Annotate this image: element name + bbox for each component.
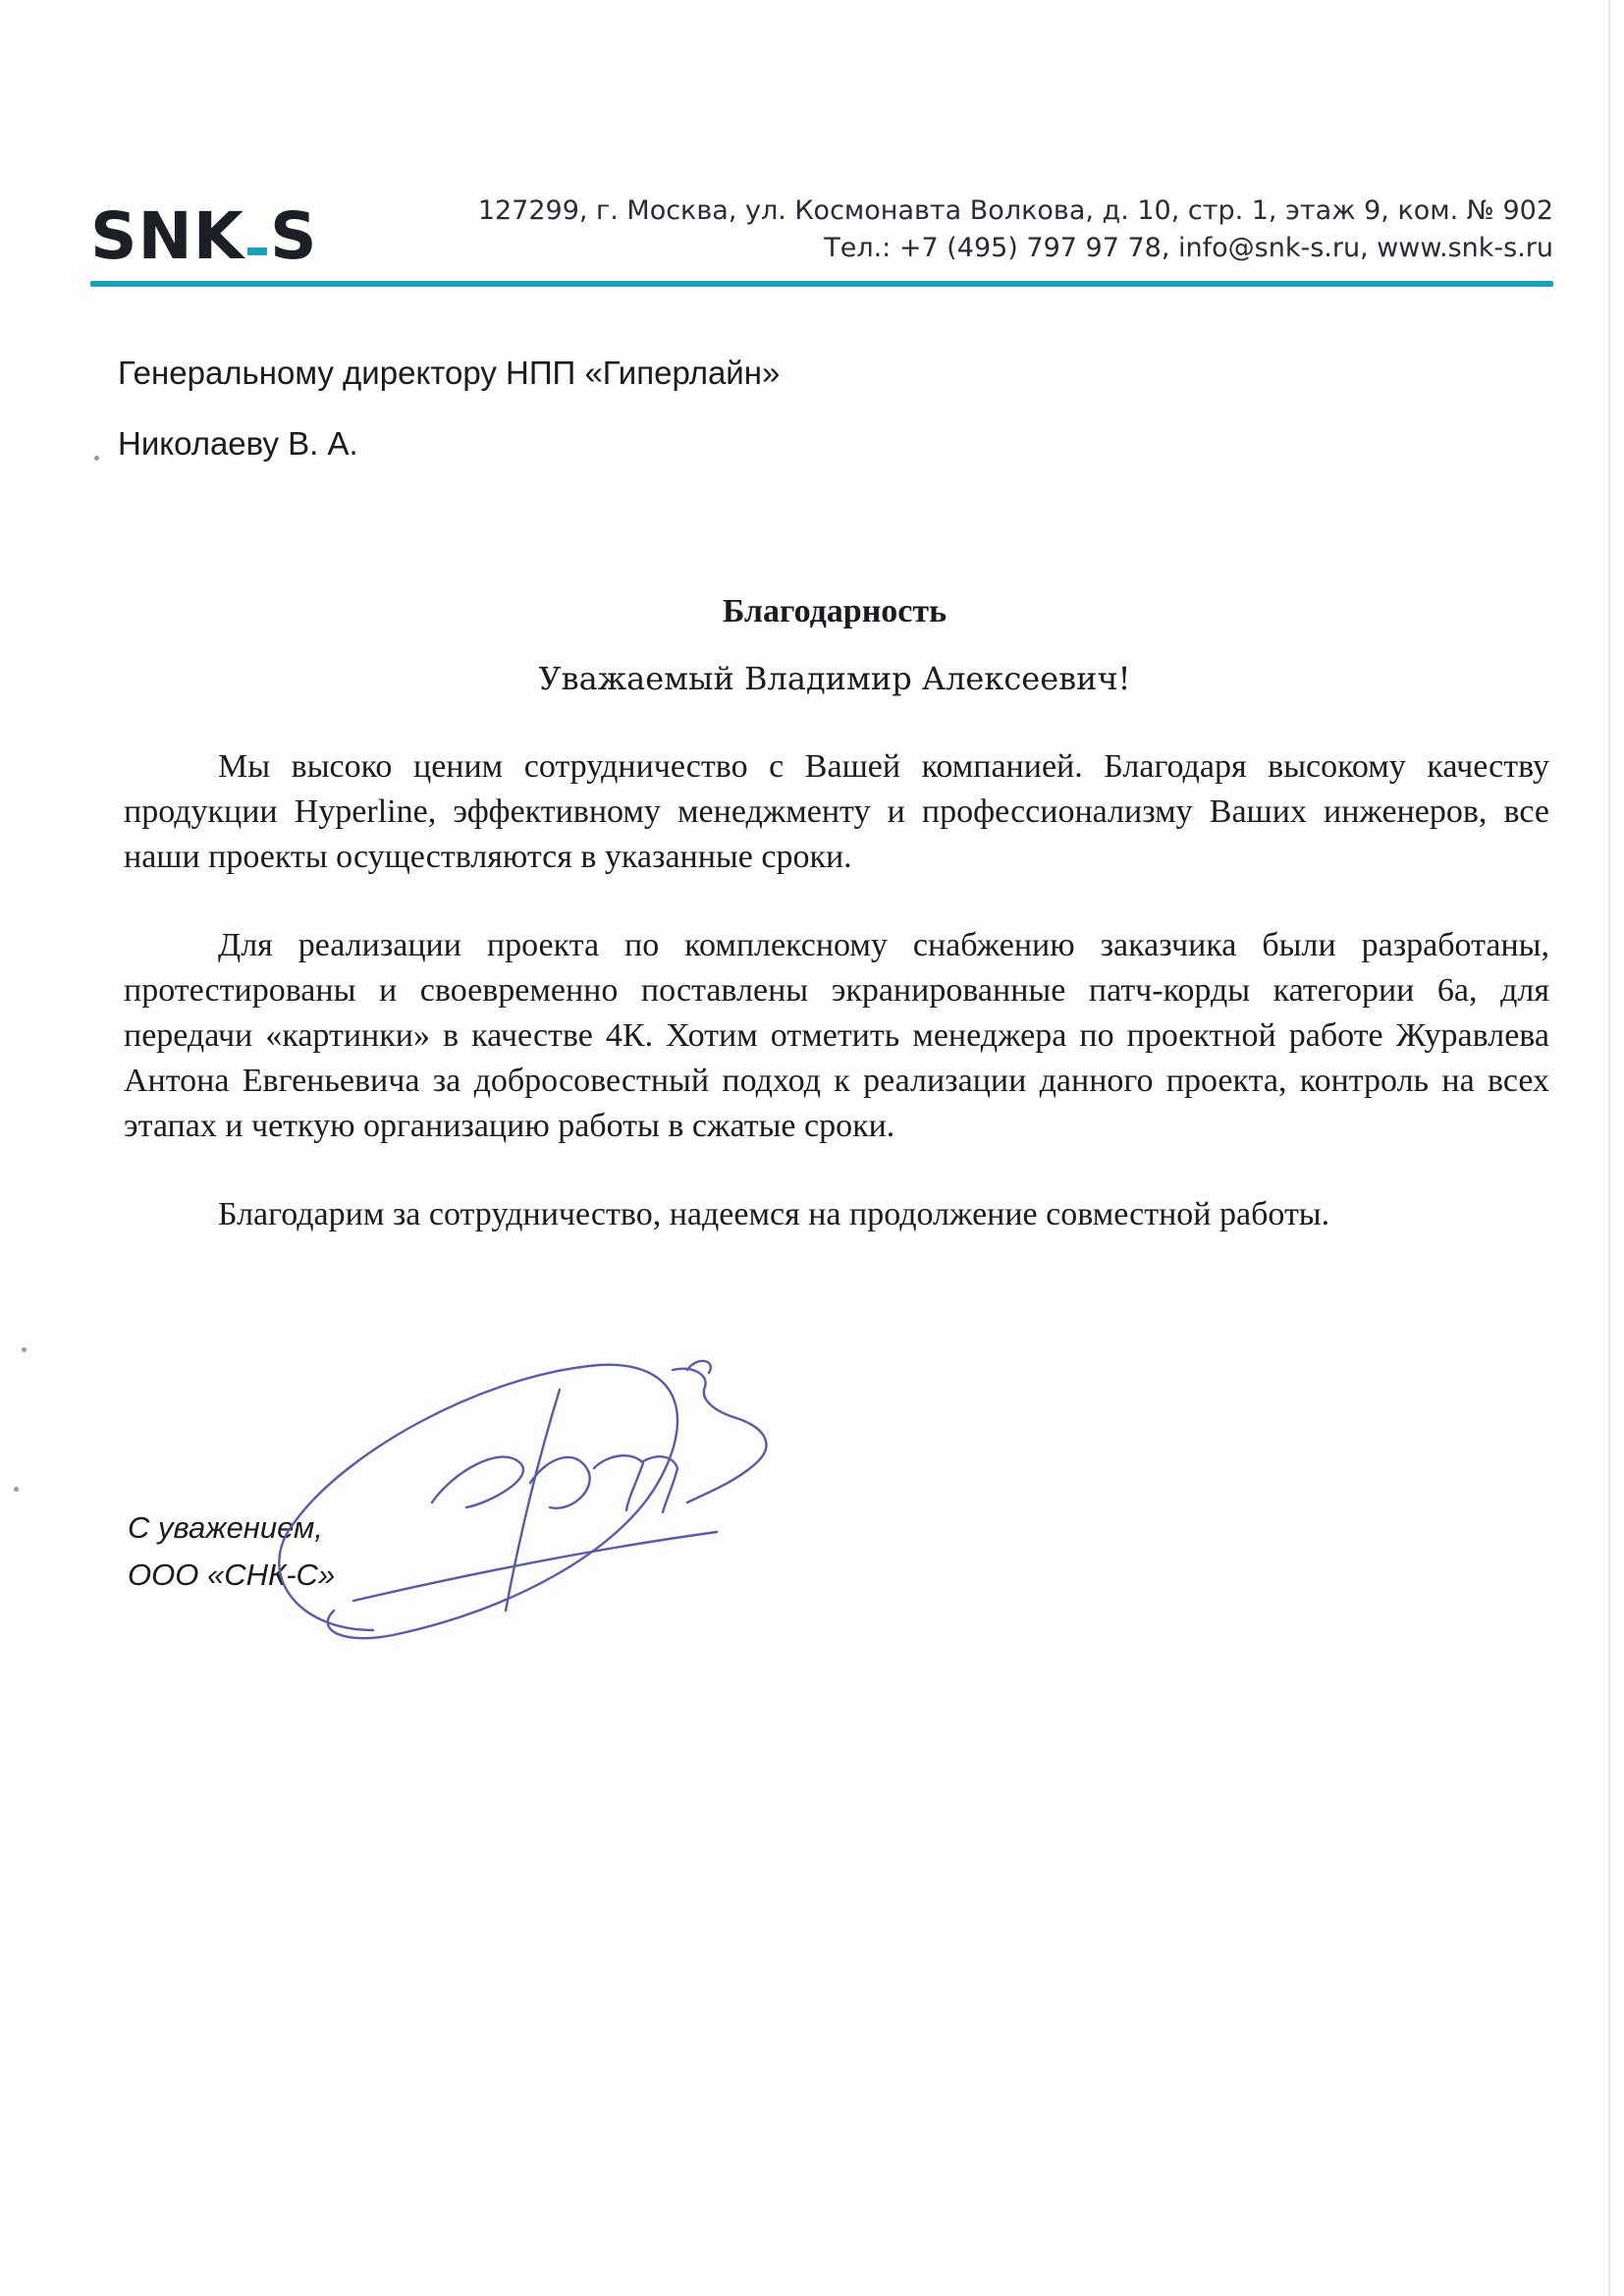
signoff-regards: С уважением, [128, 1510, 323, 1545]
letterhead-rule [90, 281, 1553, 287]
body-paragraph: Благодарим за сотрудничество, надеемся на продолжение совместной работы. [218, 1196, 1330, 1232]
letterhead-phone-email-web: Тел.: +7 (495) 797 97 78, info@snk-s.ru, www.snk-s.ru [824, 233, 1553, 263]
logo-part-k: K [192, 198, 244, 274]
letter-body [124, 744, 1549, 1281]
scan-edge [1608, 0, 1610, 2296]
signature-letter-stroke [594, 1455, 643, 1510]
logo-dash [247, 247, 267, 255]
logo-part-s: S [269, 198, 318, 274]
scan-speck [94, 456, 99, 461]
letterhead-contacts [478, 192, 1553, 267]
scan-speck [22, 1347, 27, 1352]
company-logo [90, 198, 318, 274]
letterhead-address: 127299, г. Москва, ул. Космонавта Волкова, д. 10, стр. 1, этаж 9, ком. № 902 [477, 195, 1553, 226]
body-paragraph: Мы высоко ценим сотрудничество с Вашей компанией. Благодаря высокому качеству продукции Hyperline, эффективному менеджменту и профессионализму Ваших инженеров, все наши проекты осуществляются в указанные сроки. [124, 748, 1549, 875]
letter-title: Благодарность [722, 593, 947, 629]
addressee-block [118, 338, 780, 479]
signature-flourish-stroke [687, 1361, 711, 1373]
addressee-position: Генеральному директору НПП «Гиперлайн» [118, 355, 781, 391]
signoff-company: ООО «СНК-С» [128, 1558, 336, 1592]
signature-letter-stroke [432, 1457, 523, 1507]
signature-loop-stroke [279, 1365, 677, 1638]
logo-part-sn: SN [90, 198, 193, 274]
signature-flourish-stroke [673, 1369, 766, 1503]
scan-speck [14, 1487, 19, 1492]
addressee-name: Николаеву В. А. [118, 425, 358, 462]
body-paragraph: Для реализации проекта по комплексному снабжению заказчика были разработаны, протестированы и своевременно поставлены экранированные патч-корды категории 6а, для передачи «картинки» в качестве 4К. Хотим отметить менеджера по проектной работе Журавлева Антона Евгеньевича за добросовестный подход к реализации данного проекта, контроль на всех этапах и четкую организацию работы в сжатые сроки. [124, 927, 1549, 1144]
handwritten-signature [255, 1336, 884, 1709]
letter-salutation: Уважаемый Владимир Алексеевич! [538, 660, 1131, 697]
signature-underline-stroke [353, 1532, 717, 1601]
signature-letter-stroke [643, 1456, 677, 1512]
